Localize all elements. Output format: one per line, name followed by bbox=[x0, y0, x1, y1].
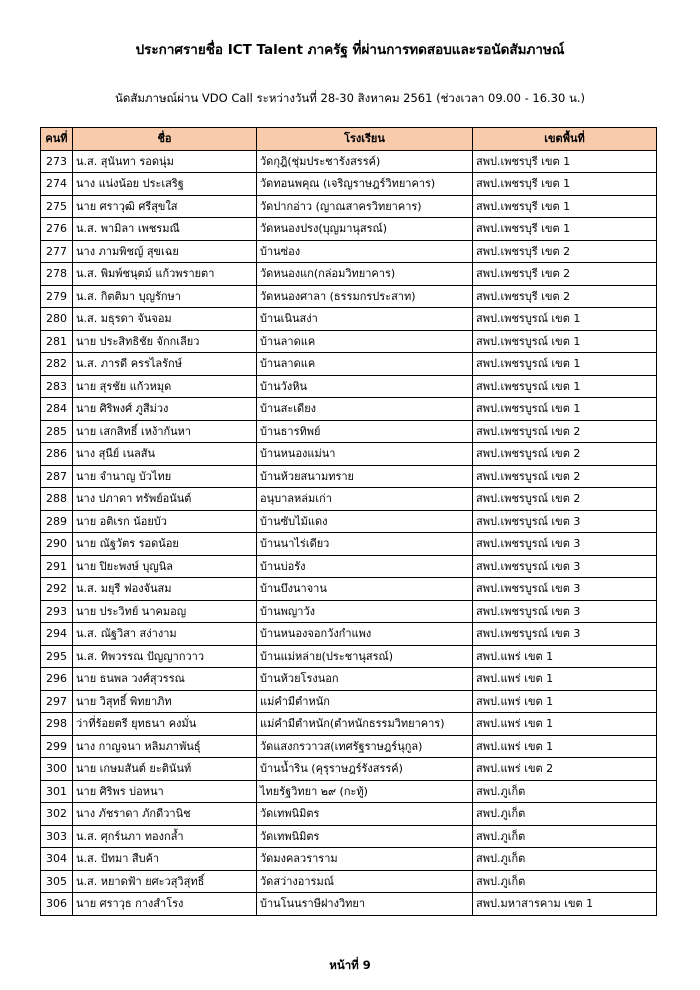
row-number: 295 bbox=[41, 645, 73, 668]
school-name: บ้านน้ำริน (คุรุราษฎร์รังสรรค์) bbox=[257, 758, 473, 781]
education-area: สพป.เพชรบูรณ์ เขต 1 bbox=[473, 375, 657, 398]
education-area: สพป.เพชรบูรณ์ เขต 1 bbox=[473, 398, 657, 421]
candidate-name: นาย ศราวุธ กางสำโรง bbox=[73, 893, 257, 916]
table-row bbox=[41, 510, 657, 533]
table-header-row bbox=[41, 128, 657, 151]
page-number: หน้าที่ 9 bbox=[329, 958, 371, 972]
school-name: บ้านห้วยโรงนอก bbox=[257, 668, 473, 691]
row-number: 282 bbox=[41, 353, 73, 376]
table-body bbox=[41, 150, 657, 915]
school-name: บ้านลาดแค bbox=[257, 353, 473, 376]
school-name: แม่คำมีตำหนัก(ตำหนักธรรมวิทยาคาร) bbox=[257, 713, 473, 736]
table-row bbox=[41, 150, 657, 173]
school-name: บ้านแม่หล่าย(ประชานุสรณ์) bbox=[257, 645, 473, 668]
table-row bbox=[41, 690, 657, 713]
row-number: 301 bbox=[41, 780, 73, 803]
document-subtitle: นัดสัมภาษณ์ผ่าน VDO Call ระหว่างวันที่ 28-30 สิงหาคม 2561 (ช่วงเวลา 09.00 - 16.30 น.) bbox=[115, 91, 585, 105]
education-area: สพป.แพร่ เขต 1 bbox=[473, 713, 657, 736]
school-name: วัดหนองปรง(บุญมานุสรณ์) bbox=[257, 218, 473, 241]
table-row bbox=[41, 713, 657, 736]
header-number: คนที่ bbox=[41, 128, 73, 151]
school-name: บ้านวังหิน bbox=[257, 375, 473, 398]
education-area: สพป.เพชรบุรี เขต 2 bbox=[473, 240, 657, 263]
education-area: สพป.เพชรบุรี เขต 2 bbox=[473, 263, 657, 286]
candidate-name: นาง ปภาดา ทรัพย์อนันต์ bbox=[73, 488, 257, 511]
school-name: วัดหนองแก(กล่อมวิทยาคาร) bbox=[257, 263, 473, 286]
row-number: 294 bbox=[41, 623, 73, 646]
school-name: ไทยรัฐวิทยา ๒๙ (กะทู้) bbox=[257, 780, 473, 803]
candidate-name: นาย อติเรก น้อยบัว bbox=[73, 510, 257, 533]
education-area: สพป.แพร่ เขต 1 bbox=[473, 735, 657, 758]
row-number: 300 bbox=[41, 758, 73, 781]
table-row bbox=[41, 353, 657, 376]
candidate-name: นาย ศิริพงศ์ ภูสีม่วง bbox=[73, 398, 257, 421]
row-number: 283 bbox=[41, 375, 73, 398]
table-row bbox=[41, 645, 657, 668]
candidate-name: นาย ธนพล วงศ์สุวรรณ bbox=[73, 668, 257, 691]
row-number: 302 bbox=[41, 803, 73, 826]
table-row bbox=[41, 623, 657, 646]
candidate-name: นาย เสกสิทธิ์ เหง้ากันหา bbox=[73, 420, 257, 443]
school-name: วัดเทพนิมิตร bbox=[257, 803, 473, 826]
row-number: 275 bbox=[41, 195, 73, 218]
table-row bbox=[41, 285, 657, 308]
education-area: สพป.เพชรบูรณ์ เขต 2 bbox=[473, 443, 657, 466]
candidate-name: นาง สุนีย์ เนลสัน bbox=[73, 443, 257, 466]
candidate-name: นาย เกษมสันต์ ยะตินันท์ bbox=[73, 758, 257, 781]
row-number: 305 bbox=[41, 870, 73, 893]
education-area: สพป.แพร่ เขต 2 bbox=[473, 758, 657, 781]
education-area: สพป.ภูเก็ต bbox=[473, 825, 657, 848]
school-name: บ้านธารทิพย์ bbox=[257, 420, 473, 443]
table-row bbox=[41, 600, 657, 623]
school-name: วัดมงคลวราราม bbox=[257, 848, 473, 871]
candidate-name: น.ส. ศุกร์นภา ทองกล้ำ bbox=[73, 825, 257, 848]
table-row bbox=[41, 420, 657, 443]
table-header bbox=[41, 128, 657, 151]
education-area: สพป.มหาสารคาม เขต 1 bbox=[473, 893, 657, 916]
table-row bbox=[41, 578, 657, 601]
row-number: 304 bbox=[41, 848, 73, 871]
table-row bbox=[41, 195, 657, 218]
education-area: สพป.เพชรบูรณ์ เขต 3 bbox=[473, 578, 657, 601]
candidate-name: นาย วิสุทธิ์ พิทยาภิท bbox=[73, 690, 257, 713]
header-name: ชื่อ bbox=[73, 128, 257, 151]
table-row bbox=[41, 488, 657, 511]
candidate-name: น.ส. ปัทมา สืบค้า bbox=[73, 848, 257, 871]
education-area: สพป.เพชรบูรณ์ เขต 1 bbox=[473, 353, 657, 376]
table-row bbox=[41, 308, 657, 331]
header-school: โรงเรียน bbox=[257, 128, 473, 151]
row-number: 280 bbox=[41, 308, 73, 331]
table-row bbox=[41, 893, 657, 916]
candidate-name: น.ส. หยาดฟ้า ยศะวสุวิสุทธิ์ bbox=[73, 870, 257, 893]
row-number: 273 bbox=[41, 150, 73, 173]
school-name: วัดหนองศาลา (ธรรมกรประสาท) bbox=[257, 285, 473, 308]
education-area: สพป.ภูเก็ต bbox=[473, 803, 657, 826]
row-number: 298 bbox=[41, 713, 73, 736]
candidate-name: นาย สุรชัย แก้วหมุด bbox=[73, 375, 257, 398]
education-area: สพป.ภูเก็ต bbox=[473, 848, 657, 871]
table-row bbox=[41, 240, 657, 263]
school-name: บ้านบ่อรัง bbox=[257, 555, 473, 578]
school-name: บ้านพญาวัง bbox=[257, 600, 473, 623]
table-row bbox=[41, 443, 657, 466]
candidate-name: นาง ภามพิชญ์ สุขเฉย bbox=[73, 240, 257, 263]
row-number: 289 bbox=[41, 510, 73, 533]
candidate-name: น.ส. กิตติมา บุญรักษา bbox=[73, 285, 257, 308]
candidate-name: นาย ประวิทย์ นาคมอญ bbox=[73, 600, 257, 623]
row-number: 299 bbox=[41, 735, 73, 758]
candidate-name: นาย ศราวุฒิ ศรีสุขใส bbox=[73, 195, 257, 218]
candidate-name: นาย ประสิทธิชัย จักกเลียว bbox=[73, 330, 257, 353]
school-name: บ้านหนองแม่นา bbox=[257, 443, 473, 466]
education-area: สพป.เพชรบุรี เขต 1 bbox=[473, 218, 657, 241]
candidate-name: นาย ปิยะพงษ์ บุญนิล bbox=[73, 555, 257, 578]
school-name: วัดเทพนิมิตร bbox=[257, 825, 473, 848]
education-area: สพป.เพชรบุรี เขต 1 bbox=[473, 173, 657, 196]
education-area: สพป.เพชรบูรณ์ เขต 3 bbox=[473, 623, 657, 646]
education-area: สพป.ภูเก็ต bbox=[473, 780, 657, 803]
candidate-name: น.ส. มธุรดา จันจอม bbox=[73, 308, 257, 331]
table-row bbox=[41, 398, 657, 421]
table-row bbox=[41, 330, 657, 353]
education-area: สพป.เพชรบูรณ์ เขต 2 bbox=[473, 465, 657, 488]
row-number: 297 bbox=[41, 690, 73, 713]
row-number: 290 bbox=[41, 533, 73, 556]
row-number: 274 bbox=[41, 173, 73, 196]
school-name: บ้านห้วยสนามทราย bbox=[257, 465, 473, 488]
table-row bbox=[41, 533, 657, 556]
candidate-name: นาย ณัฐวัตร รอดน้อย bbox=[73, 533, 257, 556]
table-row bbox=[41, 825, 657, 848]
table-row bbox=[41, 803, 657, 826]
candidate-name: น.ส. พามิลา เพชรมณี bbox=[73, 218, 257, 241]
row-number: 303 bbox=[41, 825, 73, 848]
education-area: สพป.เพชรบูรณ์ เขต 2 bbox=[473, 488, 657, 511]
row-number: 296 bbox=[41, 668, 73, 691]
school-name: วัดกุฎิ(ชุ่มประชารังสรรค์) bbox=[257, 150, 473, 173]
education-area: สพป.เพชรบูรณ์ เขต 1 bbox=[473, 330, 657, 353]
row-number: 287 bbox=[41, 465, 73, 488]
school-name: อนุบาลหล่มเก่า bbox=[257, 488, 473, 511]
candidate-name: นาง กาญจนา หลิมภาพันธุ์ bbox=[73, 735, 257, 758]
row-number: 277 bbox=[41, 240, 73, 263]
education-area: สพป.เพชรบูรณ์ เขต 3 bbox=[473, 510, 657, 533]
education-area: สพป.เพชรบูรณ์ เขต 3 bbox=[473, 533, 657, 556]
table-row bbox=[41, 173, 657, 196]
school-name: บ้านโนนราษีฝางวิทยา bbox=[257, 893, 473, 916]
education-area: สพป.เพชรบูรณ์ เขต 1 bbox=[473, 308, 657, 331]
row-number: 278 bbox=[41, 263, 73, 286]
row-number: 284 bbox=[41, 398, 73, 421]
education-area: สพป.เพชรบุรี เขต 1 bbox=[473, 195, 657, 218]
school-name: วัดแสงกรวาวส(เทศรัฐราษฎร์นุกูล) bbox=[257, 735, 473, 758]
table-row bbox=[41, 555, 657, 578]
table-row bbox=[41, 218, 657, 241]
candidate-name: น.ส. ณัฐวิสา สง่างาม bbox=[73, 623, 257, 646]
education-area: สพป.เพชรบูรณ์ เขต 2 bbox=[473, 420, 657, 443]
education-area: สพป.ภูเก็ต bbox=[473, 870, 657, 893]
candidate-name: นาง แน่งน้อย ประเสริฐ bbox=[73, 173, 257, 196]
candidate-name: น.ส. ทิพวรรณ ปัญญากวาว bbox=[73, 645, 257, 668]
education-area: สพป.เพชรบุรี เขต 2 bbox=[473, 285, 657, 308]
table-row bbox=[41, 263, 657, 286]
row-number: 306 bbox=[41, 893, 73, 916]
row-number: 279 bbox=[41, 285, 73, 308]
table-row bbox=[41, 735, 657, 758]
table-row bbox=[41, 848, 657, 871]
education-area: สพป.เพชรบุรี เขต 1 bbox=[473, 150, 657, 173]
education-area: สพป.แพร่ เขต 1 bbox=[473, 690, 657, 713]
table-row bbox=[41, 780, 657, 803]
table-row bbox=[41, 758, 657, 781]
school-name: บ้านสะเดียง bbox=[257, 398, 473, 421]
school-name: บ้านลาดแค bbox=[257, 330, 473, 353]
school-name: บ้านบึงนาจาน bbox=[257, 578, 473, 601]
row-number: 276 bbox=[41, 218, 73, 241]
candidate-name: นาง ภัชราดา ภักดีวานิช bbox=[73, 803, 257, 826]
row-number: 292 bbox=[41, 578, 73, 601]
candidate-name: น.ส. ภารดี ครรไลรักษ์ bbox=[73, 353, 257, 376]
school-name: บ้านหนองจอกวังกำแพง bbox=[257, 623, 473, 646]
candidate-name: น.ส. พิมพ์ชนุตม์ แก้วพรายตา bbox=[73, 263, 257, 286]
candidate-name: นาย จำนาญ บัวไทย bbox=[73, 465, 257, 488]
table-row bbox=[41, 668, 657, 691]
school-name: วัดปากอ่าว (ญาณสาครวิทยาคาร) bbox=[257, 195, 473, 218]
education-area: สพป.แพร่ เขต 1 bbox=[473, 645, 657, 668]
row-number: 288 bbox=[41, 488, 73, 511]
table-row bbox=[41, 870, 657, 893]
candidate-name: น.ส. สุนันทา รอดนุ่ม bbox=[73, 150, 257, 173]
row-number: 293 bbox=[41, 600, 73, 623]
document-title: ประกาศรายชื่อ ICT Talent ภาครัฐ ที่ผ่านการทดสอบและรอนัดสัมภาษณ์ bbox=[135, 42, 565, 58]
candidate-table bbox=[40, 127, 657, 916]
school-name: แม่คำมีตำหนัก bbox=[257, 690, 473, 713]
candidate-name: น.ส. มยุรี ฟองจันสม bbox=[73, 578, 257, 601]
education-area: สพป.เพชรบูรณ์ เขต 3 bbox=[473, 600, 657, 623]
school-name: วัดสว่างอารมณ์ bbox=[257, 870, 473, 893]
row-number: 286 bbox=[41, 443, 73, 466]
candidate-name: ว่าที่ร้อยตรี ยุทธนา คงมั่น bbox=[73, 713, 257, 736]
table-row bbox=[41, 375, 657, 398]
education-area: สพป.เพชรบูรณ์ เขต 3 bbox=[473, 555, 657, 578]
school-name: บ้านนาไร่เดียว bbox=[257, 533, 473, 556]
candidate-name: นาย ศิริพร บ่อหนา bbox=[73, 780, 257, 803]
school-name: บ้านซับไม้แดง bbox=[257, 510, 473, 533]
school-name: วัดทอนพคุณ (เจริญราษฎร์วิทยาคาร) bbox=[257, 173, 473, 196]
row-number: 281 bbox=[41, 330, 73, 353]
header-area: เขตพื้นที่ bbox=[473, 128, 657, 151]
school-name: บ้านซ่อง bbox=[257, 240, 473, 263]
table-row bbox=[41, 465, 657, 488]
education-area: สพป.แพร่ เขต 1 bbox=[473, 668, 657, 691]
row-number: 291 bbox=[41, 555, 73, 578]
school-name: บ้านเนินสง่า bbox=[257, 308, 473, 331]
row-number: 285 bbox=[41, 420, 73, 443]
